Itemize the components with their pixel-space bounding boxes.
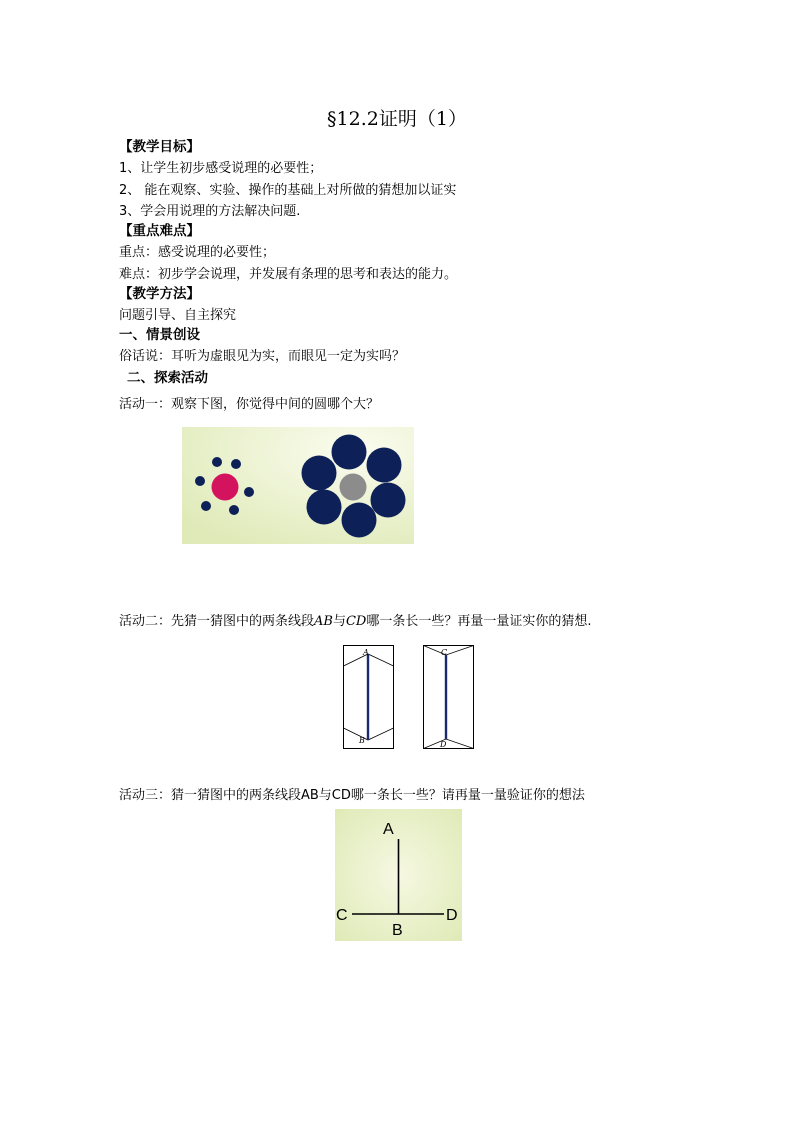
ebbinghaus-figure bbox=[182, 427, 414, 544]
goal-item-2: 2、 能在观察、实验、操作的基础上对所做的猜想加以证实 bbox=[119, 183, 457, 198]
label-c: C bbox=[336, 907, 348, 924]
label-b: B bbox=[359, 736, 365, 745]
label-c: C bbox=[441, 648, 448, 657]
center-circle-large-ring bbox=[340, 474, 367, 501]
method-heading: 【教学方法】 bbox=[119, 286, 200, 302]
goals-heading: 【教学目标】 bbox=[119, 139, 200, 155]
page-title: §12.2证明（1） bbox=[327, 108, 467, 130]
key-point-1: 重点：感受说理的必要性； bbox=[119, 245, 276, 260]
method-text: 问题引导、自主探究 bbox=[119, 308, 237, 323]
inverted-t-figure bbox=[335, 809, 462, 941]
key-point-2: 难点：初步学会说理，并发展有条理的思考和表达的能力。 bbox=[119, 267, 458, 282]
label-a: A bbox=[363, 648, 369, 657]
label-a: A bbox=[383, 821, 394, 838]
part1-text: 俗话说：耳听为虚眼见为实，而眼见一定为实吗？ bbox=[119, 349, 406, 364]
activity3-text: 活动三：猜一猜图中的两条线段AB与CD哪一条长一些？请再量一量验证你的想法 bbox=[119, 788, 585, 803]
part1-heading: 一、情景创设 bbox=[119, 327, 200, 343]
segment-boxes-figure bbox=[342, 644, 476, 750]
label-d: D bbox=[446, 907, 458, 924]
key-heading: 【重点难点】 bbox=[119, 223, 200, 239]
goal-item-1: 1、让学生初步感受说理的必要性； bbox=[119, 161, 323, 176]
label-b: B bbox=[392, 922, 403, 939]
part2-heading: 二、探索活动 bbox=[127, 370, 208, 386]
activity2-text: 活动二：先猜一猜图中的两条线段AB与CD哪一条长一些？再量一量证实你的猜想. bbox=[119, 614, 592, 629]
center-circle-small-ring bbox=[212, 474, 239, 501]
label-d: D bbox=[440, 740, 447, 749]
activity1-text: 活动一：观察下图，你觉得中间的圆哪个大？ bbox=[119, 397, 380, 412]
goal-item-3: 3、学会用说理的方法解决问题. bbox=[119, 204, 301, 219]
